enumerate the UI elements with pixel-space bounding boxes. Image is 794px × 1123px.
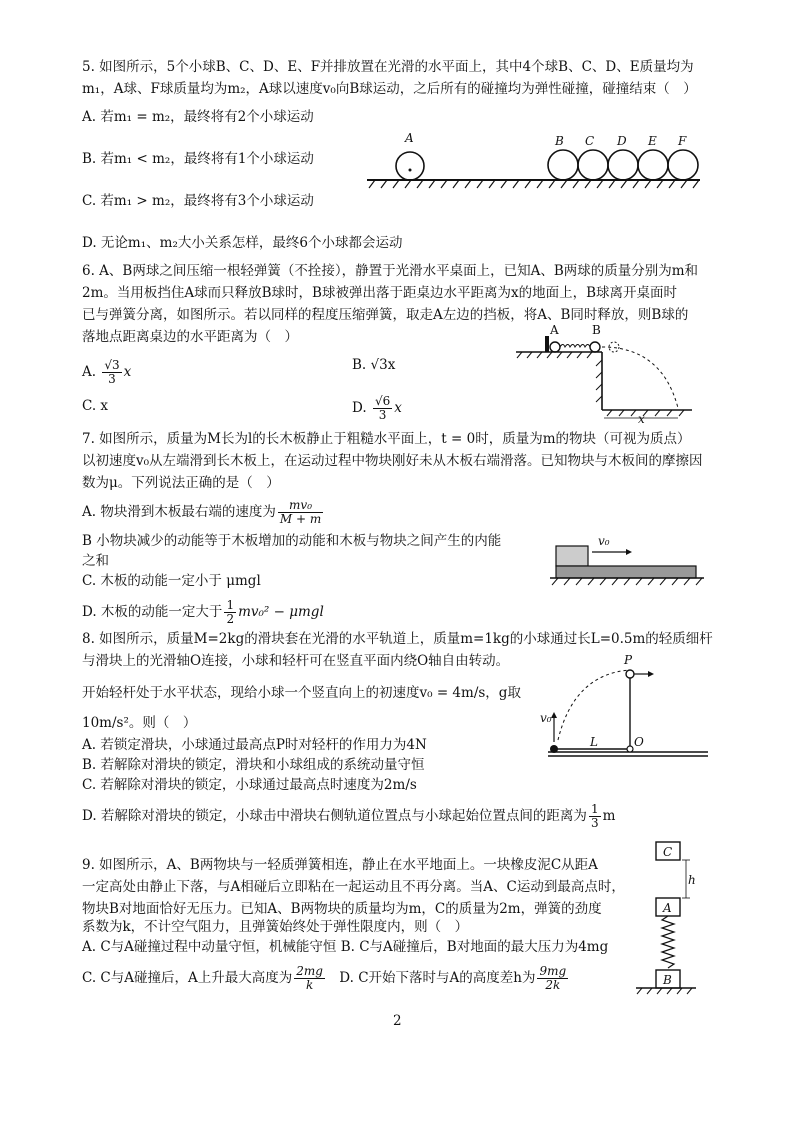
q9-option-c-label: C. C与A碰撞后，A上升最大高度为	[82, 970, 293, 986]
q6-label-x: x	[638, 412, 645, 424]
q6-option-c: C. x	[82, 398, 109, 414]
q8-option-c: C. 若解除对滑块的锁定，小球通过最高点时速度为2m/s	[82, 777, 417, 793]
q8-stem-line4: 10m/s²。则（ ）	[82, 715, 197, 731]
q8-ball-top	[626, 670, 634, 678]
page-number: 2	[393, 1013, 402, 1029]
q7-block	[556, 546, 588, 566]
q8-label-l: L	[590, 735, 598, 749]
q6-stem-line1: 6. A、B两球之间压缩一根轻弹簧（不拴接），静置于光滑水平桌面上，已知A、B两球的质量分别为m和	[82, 263, 699, 279]
q9-stem-line4: 系数为k，不计空气阻力，且弹簧始终处于弹性限度内，则（ ）	[82, 919, 469, 935]
q5-option-d: D. 无论m₁、m₂大小关系怎样，最终6个小球都会运动	[82, 235, 403, 251]
q5-option-c: C. 若m₁ > m₂，最终将有3个小球运动	[82, 193, 314, 209]
q6-ball-a	[550, 342, 560, 352]
label-a: A	[405, 131, 414, 145]
q5-option-b: B. 若m₁ < m₂，最终将有1个小球运动	[82, 151, 314, 167]
q6-spring	[560, 345, 590, 348]
q8-figure	[534, 652, 710, 774]
q8-stem-line3: 开始轻杆处于水平状态，现给小球一个竖直向上的初速度v₀ = 4m/s，g取	[82, 685, 521, 701]
q6-stem-line4: 落地点距离桌边的水平距离为（ ）	[82, 329, 298, 345]
q6-option-d: D. $\frac{√6}{3}$ x	[352, 394, 402, 422]
q9-option-cd: C. C与A碰撞后，A上升最大高度为 $\frac{2mg}{k}$ D. C开始下落时与A的高度差h为 $\frac{9mg}{2k}$	[82, 964, 567, 992]
q8-trajectory	[558, 670, 630, 740]
q6-label-b: B	[592, 323, 601, 337]
ball-d	[608, 150, 638, 180]
q8-stem-line2: 与滑块上的光滑轴O连接，小球和轻杆可在竖直平面内绕O轴自由转动。	[82, 653, 510, 669]
q7-option-c: C. 木板的动能一定小于 μmgl	[82, 573, 261, 589]
q6-ball-b	[590, 342, 600, 352]
ball-c	[578, 150, 608, 180]
q7-stem-line3: 数为μ。下列说法正确的是（ ）	[82, 475, 280, 491]
q9-label-b: B	[663, 973, 672, 987]
q9-stem-line3: 物块B对地面恰好无压力。已知A、B两物块的质量均为m，C的质量为2m，弹簧的劲度	[82, 901, 602, 917]
q9-option-ab: A. C与A碰撞过程中动量守恒，机械能守恒 B. C与A碰撞后，B对地面的最大压力为4mg	[82, 939, 609, 955]
q9-figure	[630, 836, 702, 996]
q9-label-a: A	[663, 901, 672, 915]
q9-option-d-label: D. C开始下落时与A的高度差h为	[339, 970, 536, 986]
q8-label-o: O	[634, 735, 644, 749]
q5-stem-line1: 5. 如图所示，5个小球B、C、D、E、F并排放置在光滑的水平面上，其中4个球B、C、D、E质量均为	[82, 59, 694, 75]
q8-label-p: P	[624, 653, 633, 667]
q6-stem-line2: 2m。当用板挡住A球而只释放B球时，B球被弹出落于距桌边水平距离为x的地面上，B球离开桌面时	[82, 285, 678, 301]
q7-figure	[548, 528, 708, 590]
q9-stem-line1: 9. 如图所示，A、B两物块与一轻质弹簧相连，静止在水平地面上。一块橡皮泥C从距A	[82, 857, 598, 873]
q5-option-a: A. 若m₁ = m₂，最终将有2个小球运动	[82, 109, 314, 125]
q8-option-a: A. 若锁定滑块，小球通过最高点P时对轻杆的作用力为4N	[82, 737, 427, 753]
q9-label-c: C	[663, 845, 673, 859]
q8-axis-o	[627, 746, 633, 752]
q6-board	[545, 336, 549, 352]
label-f: F	[678, 134, 687, 148]
q6-trajectory	[602, 347, 678, 408]
q7-board	[556, 566, 696, 578]
q6-figure	[512, 322, 702, 424]
q7-option-a: A. 物块滑到木板最右端的速度为 $\frac{\text{mv₀}}{M + m}$	[82, 498, 322, 526]
q9-label-h: h	[688, 873, 696, 887]
label-c: C	[585, 134, 595, 148]
q6-label-a: A	[550, 323, 559, 337]
q7-option-b-line2: 之和	[82, 553, 109, 569]
q9-spring	[662, 916, 674, 968]
q8-stem-line1: 8. 如图所示，质量M=2kg的滑块套在光滑的水平轨道上，质量m=1kg的小球通过长L=0.5m的轻质细杆	[82, 631, 713, 647]
label-d: D	[617, 134, 627, 148]
q7-option-d: D. 木板的动能一定大于 $\frac{1}{2}$ mv₀² − μmgl	[82, 598, 324, 626]
q6-option-a: A. $\frac{√3}{3}$ x	[82, 358, 132, 386]
q5-stem-line2: m₁，A球、F球质量均为m₂，A球以速度v₀向B球运动，之后所有的碰撞均为弹性碰撞，碰撞结束（ ）	[82, 81, 697, 97]
q7-stem-line2: 以初速度v₀从左端滑到长木板上，在运动过程中物块刚好未从木板右端滑落。已知物块与木板间的摩擦因	[82, 453, 703, 469]
q7-stem-line1: 7. 如图所示，质量为M长为l的长木板静止于粗糙水平面上，t = 0时，质量为m的物块（可视为质点）	[82, 431, 691, 447]
q9-stem-line2: 一定高处由静止下落，与A相碰后立即粘在一起运动且不再分离。当A、C运动到最高点时，	[82, 879, 625, 895]
q7-option-b-line1: B 小物块减少的动能等于木板增加的动能和木板与物块之间产生的内能	[82, 533, 502, 549]
q8-option-b: B. 若解除对滑块的锁定，滑块和小球组成的系统动量守恒	[82, 757, 425, 773]
ball-b	[548, 150, 578, 180]
q6-option-b: B. √3x	[352, 357, 396, 373]
q7-label-v0: v₀	[598, 534, 610, 548]
ball-a	[396, 152, 424, 180]
ball-e	[638, 150, 668, 180]
q8-option-d: D. 若解除对滑块的锁定，小球击中滑块右侧轨道位置点与小球起始位置点间的距离为 $\frac{1}{3}$ m	[82, 802, 616, 830]
q8-label-v0: v₀	[540, 711, 552, 725]
q6-stem-line3: 已与弹簧分离，如图所示。若以同样的程度压缩弹簧，取走A左边的挡板，将A、B同时释放，则B球的	[82, 307, 689, 323]
label-b: B	[555, 134, 564, 148]
label-e: E	[648, 134, 657, 148]
q5-figure	[365, 125, 710, 195]
ball-f	[668, 150, 698, 180]
